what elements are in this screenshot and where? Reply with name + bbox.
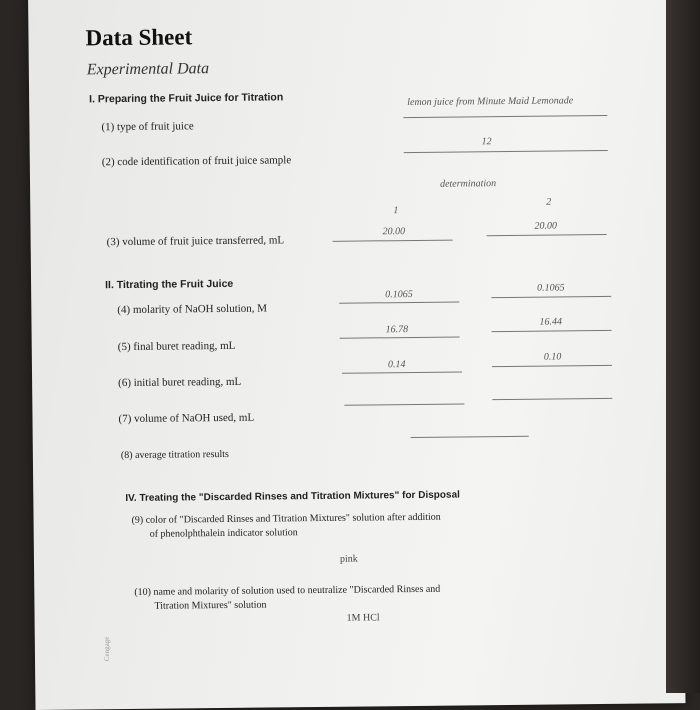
item-7-label: (7) volume of NaOH used, mL <box>118 411 255 426</box>
page-subtitle: Experimental Data <box>86 60 210 79</box>
final-reading-2-answer: 16.44 <box>539 316 563 328</box>
item-10-label-line1: (10) name and molarity of solution used to neutralize "Discarded Rinses and <box>134 583 441 598</box>
item-10-label-line2: Titration Mixtures" solution <box>154 599 267 612</box>
item-9-label-line2: of phenolphthalein indicator solution <box>149 527 298 540</box>
juice-type-line <box>403 115 607 118</box>
item-5-label: (5) final buret reading, mL <box>117 339 236 354</box>
molarity-2-line <box>491 296 611 298</box>
molarity-2-answer: 0.1065 <box>537 282 565 294</box>
item-1-label: (1) type of fruit juice <box>101 120 194 134</box>
initial-reading-1-line <box>342 371 462 373</box>
item-3-label: (3) volume of fruit juice transferred, mL <box>106 234 285 249</box>
section-2-heading: II. Titrating the Fruit Juice <box>105 277 234 292</box>
final-reading-2-line <box>492 330 612 332</box>
volume-2-line <box>487 234 607 236</box>
molarity-1-line <box>339 302 459 304</box>
naoh-volume-1-line <box>344 403 464 405</box>
code-line <box>404 150 608 153</box>
initial-reading-2-answer: 0.10 <box>543 351 562 363</box>
determination-header: determination <box>439 178 497 190</box>
determination-2-label: 2 <box>546 196 552 208</box>
background-edge <box>666 0 700 693</box>
color-answer: pink <box>339 553 358 565</box>
neutralizer-answer: 1M HCl <box>346 612 380 624</box>
item-9-label-line1: (9) color of "Discarded Rinses and Titration Mixtures" solution after addition <box>131 511 441 526</box>
publisher-margin-text: Cengage <box>102 636 112 662</box>
final-reading-1-line <box>340 336 460 338</box>
volume-1-answer: 20.00 <box>382 226 406 238</box>
molarity-1-answer: 0.1065 <box>385 288 413 301</box>
determination-1-label: 1 <box>393 205 399 217</box>
average-line <box>411 436 529 438</box>
final-reading-1-answer: 16.78 <box>385 324 409 336</box>
volume-1-line <box>333 240 453 242</box>
data-sheet-page <box>28 0 686 710</box>
initial-reading-1-answer: 0.14 <box>387 359 406 371</box>
section-1-heading: I. Preparing the Fruit Juice for Titration <box>89 91 284 106</box>
page-title: Data Sheet <box>85 24 193 51</box>
item-4-label: (4) molarity of NaOH solution, M <box>117 302 268 317</box>
naoh-volume-2-line <box>492 398 612 400</box>
item-2-label: (2) code identification of fruit juice sample <box>101 154 292 169</box>
initial-reading-2-line <box>492 365 612 367</box>
section-4-heading: IV. Treating the "Discarded Rinses and Titration Mixtures" for Disposal <box>125 489 460 505</box>
juice-type-answer: lemon juice from Minute Maid Lemonade <box>407 95 574 109</box>
item-6-label: (6) initial buret reading, mL <box>118 375 242 390</box>
code-answer: 12 <box>481 136 492 148</box>
volume-2-answer: 20.00 <box>534 220 558 232</box>
item-8-label: (8) average titration results <box>120 448 229 462</box>
